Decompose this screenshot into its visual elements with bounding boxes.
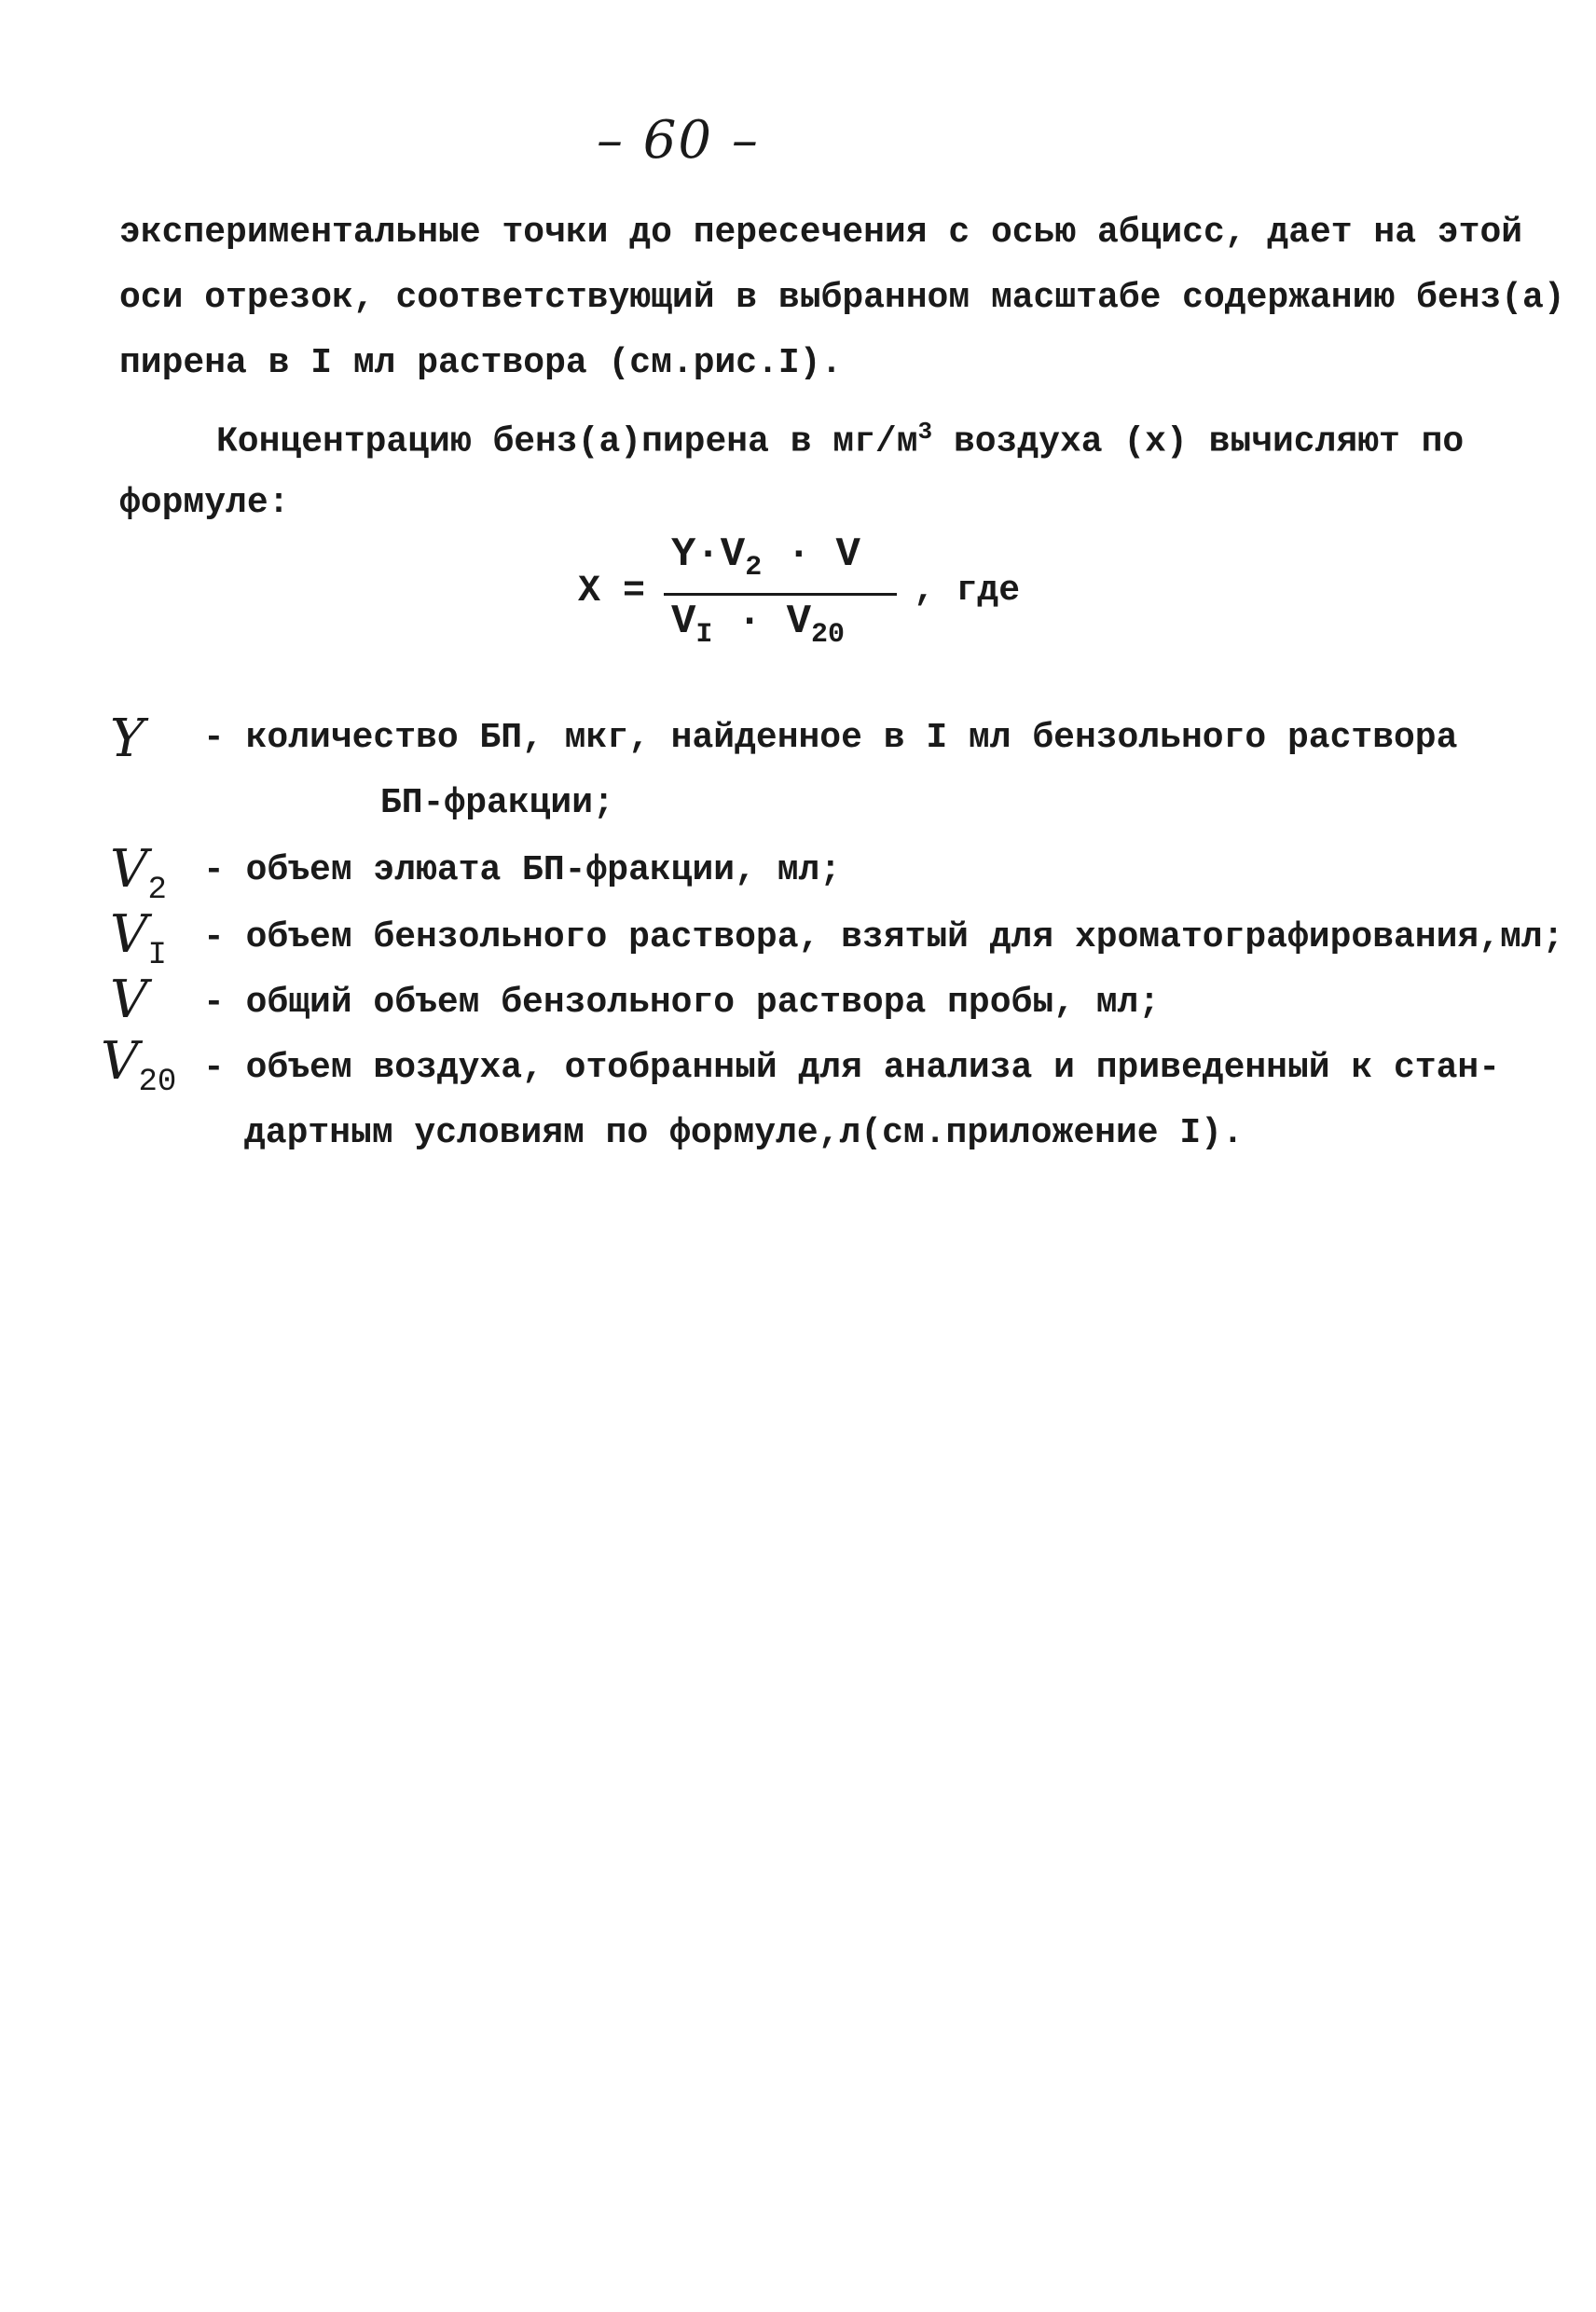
page-number: – 60 – <box>597 110 760 171</box>
paragraph-1-line-2: оси отрезок, соответствующий в выбранном масштабе содержанию бенз(а) <box>119 278 1565 318</box>
fraction-bar <box>664 593 897 596</box>
formula-lhs: Х = <box>578 571 646 612</box>
definition-symbol: Y <box>110 709 144 769</box>
paragraph-1-line-1: экспериментальные точки до пересечения с осью абцисс, дает на этой <box>119 213 1523 253</box>
definition-text: - объем элюата БП-фракции, мл; <box>203 850 842 890</box>
definition-symbol: $V_{20}$ <box>101 1031 177 1100</box>
formula-numerator: $Y\cdot V_2 \cdot V$ <box>671 531 860 584</box>
paragraph-2-line-1: Концентрацию бенз(а)пирена в $мг/м^3$ воздуха (х) вычисляют по <box>216 418 1465 462</box>
formula-where: , где <box>914 571 1021 611</box>
definition-symbol: $V_2$ <box>110 839 167 908</box>
definition-text: - общий объем бензольного раствора пробы, мл; <box>203 983 1161 1023</box>
definition-text: - количество БП, мкг, найденное в I мл бензольного раствора <box>203 718 1458 758</box>
paragraph-1-line-3: пирена в I мл раствора (см.рис.I). <box>119 343 843 383</box>
paragraph-2-line-2: формуле: <box>119 483 290 523</box>
definition-symbol: V <box>110 970 148 1030</box>
definition-symbol: $V_I$ <box>110 904 167 973</box>
definition-text: - объем воздуха, отобранный для анализа и приведенный к стан- <box>203 1048 1501 1088</box>
formula-denominator: $V_I \cdot V_{20}$ <box>671 599 846 651</box>
definition-continuation: дартным условиям по формуле,л(см.приложение I). <box>244 1113 1244 1153</box>
definition-text: - объем бензольного раствора, взятый для хроматографирования,мл; <box>203 917 1564 957</box>
formula <box>578 531 1100 653</box>
definition-continuation: БП-фракции; <box>380 783 614 823</box>
